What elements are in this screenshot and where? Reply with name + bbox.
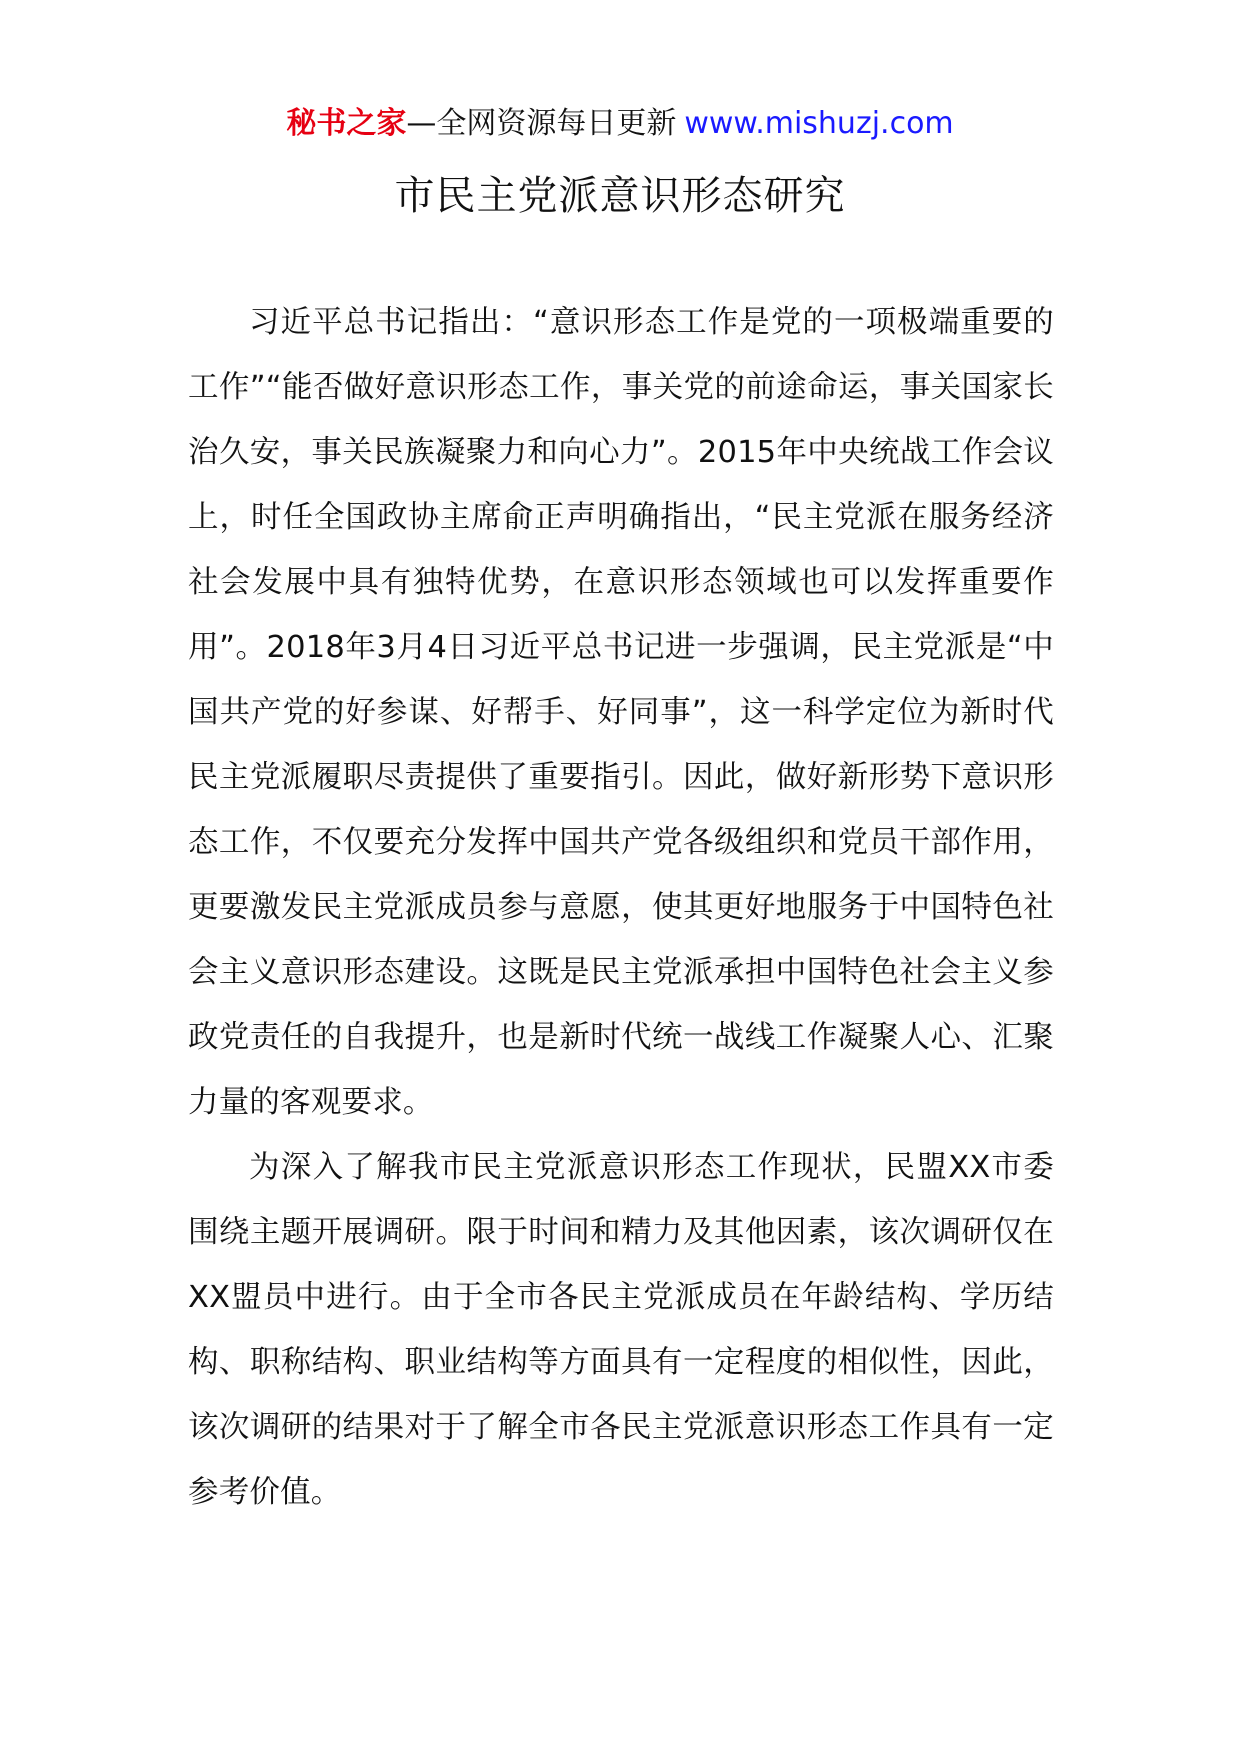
document-title: 市民主党派意识形态研究 (394, 173, 846, 219)
site-url-link[interactable]: www.mishuzj.com (684, 106, 954, 141)
document-body (188, 290, 1054, 1525)
brand-name: 秘书之家 (286, 106, 407, 141)
body-paragraph-1: 习近平总书记指出：“意识形态工作是党的一项极端重要的工作”“能否做好意识形态工作，事关党的前途命运，事关国家长治久安，事关民族凝聚力和向心力”。2015年中央统战工作会议上，时任全国政协主席俞正声明确指出，“民主党派在服务经济社会发展中具有独特优势，在意识形态领域也可以发挥重要作用”。2018年3月4日习近平总书记进一步强调，民主党派是“中国共产党的好参谋、好帮手、好同事”，这一科学定位为新时代民主党派履职尽责提供了重要指引。因此，做好新形势下意识形态工作，不仅要充分发挥中国共产党各级组织和党员干部作用，更要激发民主党派成员参与意愿，使其更好地服务于中国特色社会主义意识形态建设。这既是民主党派承担中国特色社会主义参政党责任的自我提升，也是新时代统一战线工作凝聚人心、汇聚力量的客观要求。 (188, 305, 1054, 1120)
header-tagline: —全网资源每日更新 (406, 106, 677, 141)
site-header (0, 102, 1240, 146)
body-paragraph-2: 为深入了解我市民主党派意识形态工作现状，民盟XX市委围绕主题开展调研。限于时间和精力及其他因素，该次调研仅在XX盟员中进行。由于全市各民主党派成员在年龄结构、学历结构、职称结构、职业结构等方面具有一定程度的相似性，因此，该次调研的结果对于了解全市各民主党派意识形态工作具有一定参考价值。 (188, 1150, 1054, 1510)
